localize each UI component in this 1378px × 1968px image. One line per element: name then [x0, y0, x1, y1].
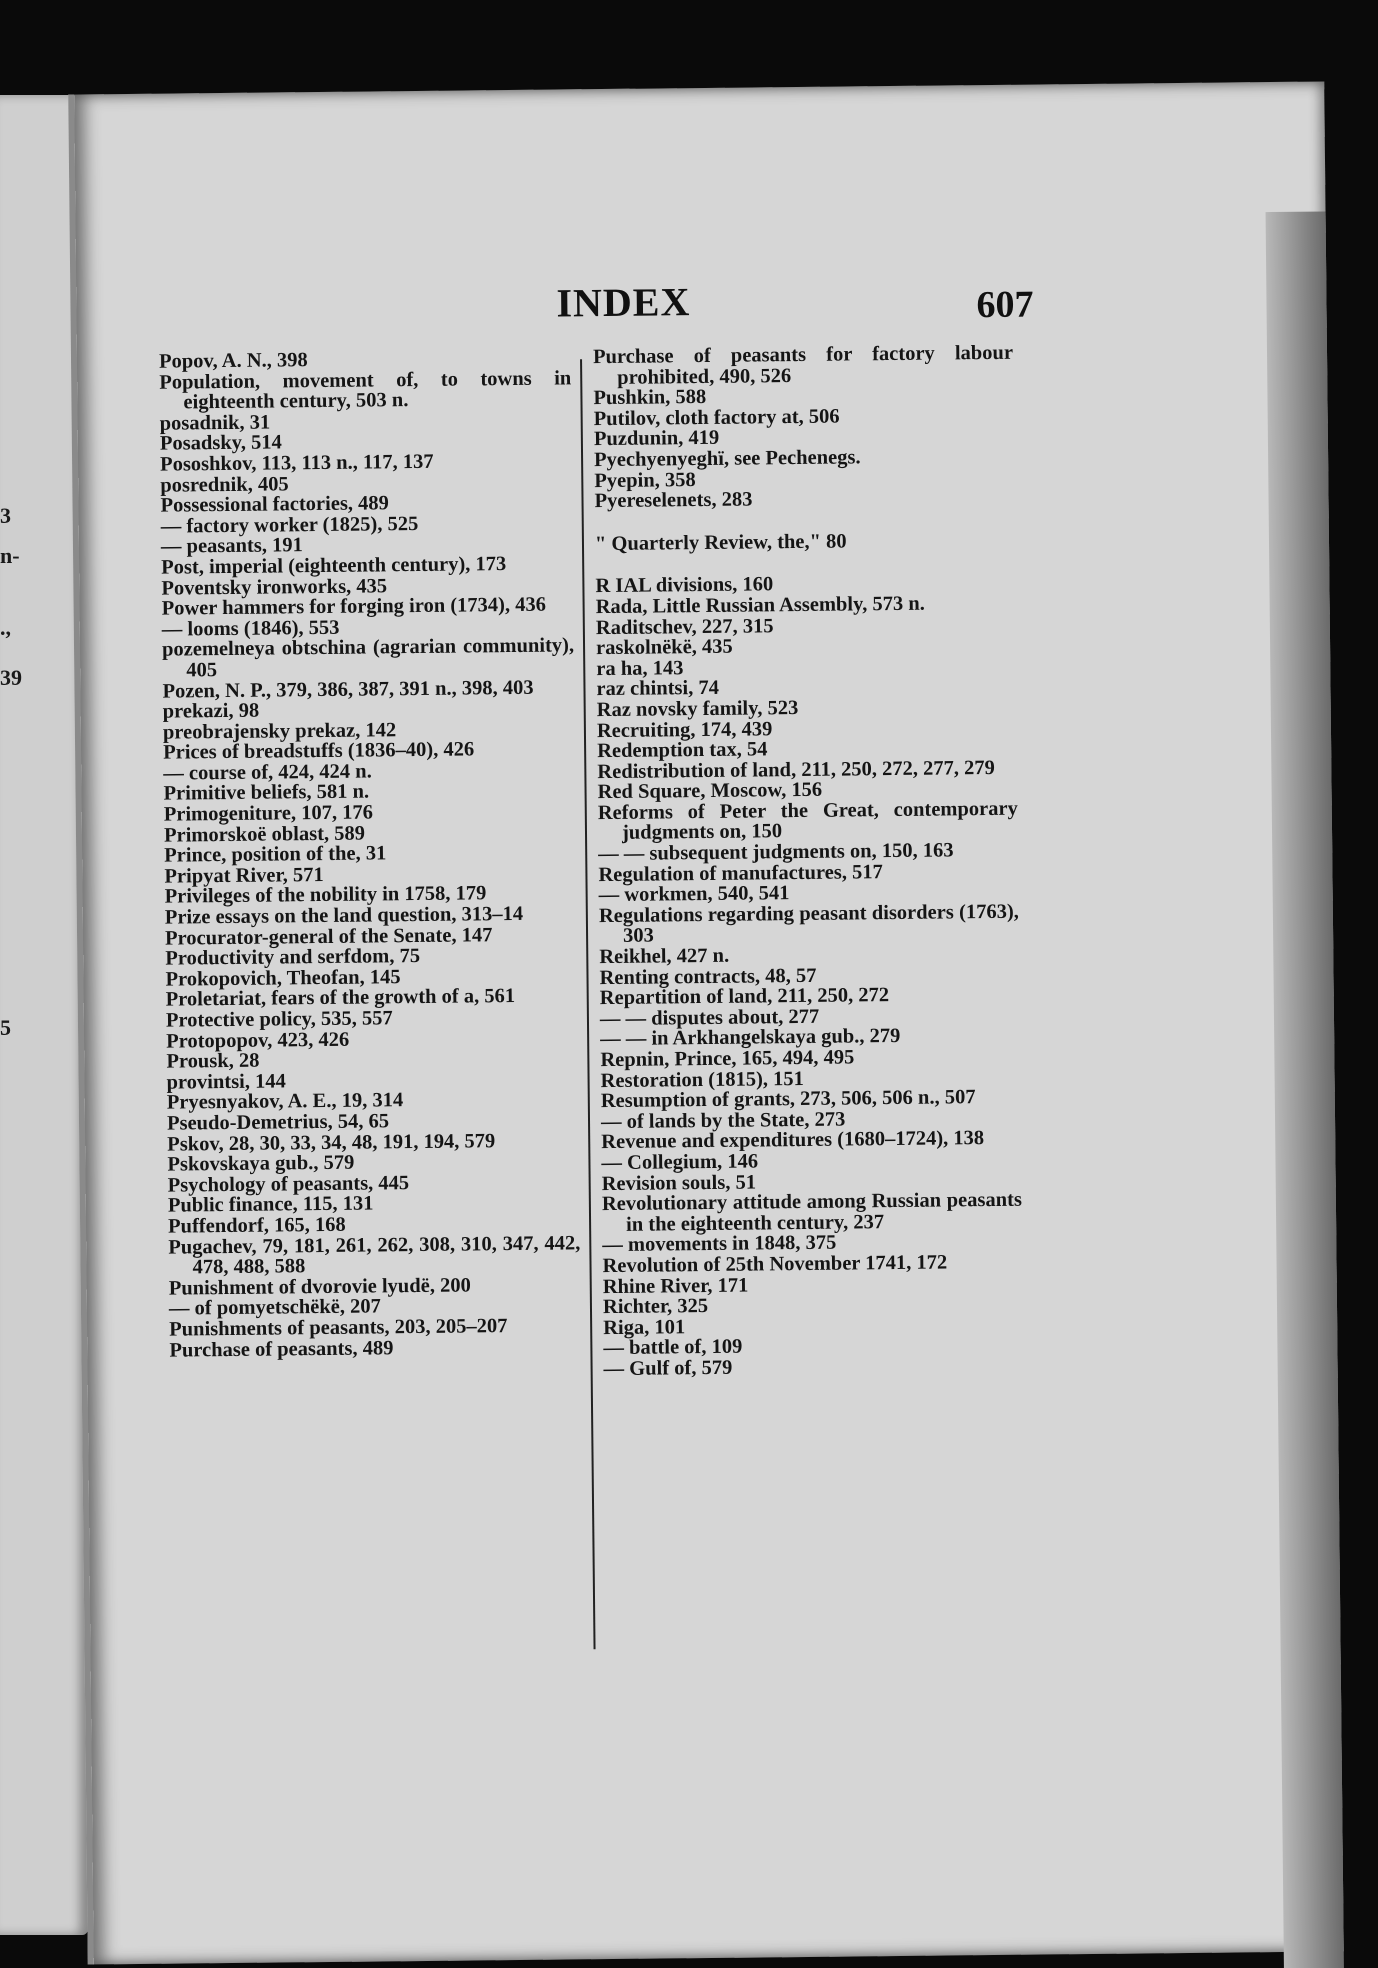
index-entry: Possessional factories, 489 [160, 492, 389, 517]
index-entry: Puzdunin, 419 [593, 427, 720, 451]
index-entry: Raz novsky family, 523 [596, 696, 799, 722]
index-entry: pozemelneya obtschina (agrarian community), 405 [161, 634, 575, 682]
index-entry: posrednik, 405 [160, 472, 289, 497]
page-title: INDEX [556, 279, 691, 326]
left-fragment: 39 [0, 665, 22, 690]
index-entry: Productivity and serfdom, 75 [165, 945, 421, 970]
index-entry: Repartition of land, 211, 250, 272 [599, 984, 890, 1010]
index-entry: Protective policy, 535, 557 [165, 1007, 393, 1032]
index-entry: Pyereselenets, 283 [594, 488, 753, 513]
index-entry: — — subsequent judgments on, 150, 163 [598, 839, 954, 866]
index-entry: Population, movement of, to towns in eighteenth century, 503 n. [159, 366, 572, 414]
index-entry: Pushkin, 588 [593, 386, 707, 410]
index-entry: Pryesnyakov, A. E., 19, 314 [166, 1089, 404, 1115]
index-entry: " Quarterly Review, the," 80 [594, 530, 847, 555]
index-entry: Revolutionary attitude among Russian peasants in the eighteenth century, 237 [601, 1188, 1022, 1236]
index-entry: — — in Arkhangelskaya gub., 279 [600, 1025, 901, 1051]
index-entry: Prince, position of the, 31 [164, 842, 387, 867]
index-entry: — — disputes about, 277 [599, 1005, 820, 1030]
index-entry: Post, imperial (eighteenth century), 173 [161, 553, 507, 579]
index-entry: prekazi, 98 [162, 699, 260, 723]
index-entry: Raditschev, 227, 315 [595, 614, 774, 639]
index-entry: Recruiting, 174, 439 [596, 717, 773, 742]
page-edge-shadow [1266, 211, 1345, 1968]
index-entry: Putilov, cloth factory at, 506 [593, 405, 840, 430]
index-entry: — workmen, 540, 541 [598, 882, 790, 907]
index-entry: Revenue and expenditures (1680–1724), 138 [601, 1127, 985, 1154]
left-fragment: ., [0, 615, 11, 640]
index-column-left [159, 347, 582, 1360]
index-entry: Pyechyenyeghï, see Pechenegs. [593, 446, 861, 472]
index-entry: Purchase of peasants for factory labour prohibited, 490, 526 [592, 341, 1014, 389]
index-entry: Pozen, N. P., 379, 386, 387, 391 n., 398, 403 [162, 676, 534, 703]
index-entry: Rhine River, 171 [602, 1274, 749, 1298]
index-entry: Prices of breadstuffs (1836–40), 426 [163, 738, 475, 764]
index-entry: Prokopovich, Theofan, 145 [165, 966, 401, 991]
page-number: 607 [976, 283, 1034, 327]
index-entry: — Gulf of, 579 [603, 1356, 733, 1380]
index-entry: Pskov, 28, 30, 33, 34, 48, 191, 194, 579 [167, 1129, 496, 1156]
index-column-right [593, 343, 1024, 1380]
index-entry: Primitive beliefs, 581 n. [163, 780, 370, 806]
index-entry: preobrajensky prekaz, 142 [162, 718, 397, 744]
index-entry: Puffendorf, 165, 168 [167, 1213, 346, 1238]
index-entry: Reforms of Peter the Great, contemporary judgments on, 150 [597, 797, 1018, 845]
index-page [68, 81, 1344, 1964]
index-entry: Redemption tax, 54 [597, 738, 768, 763]
index-entry: posadnik, 31 [159, 411, 271, 435]
index-entry: R IAL divisions, 160 [595, 573, 774, 598]
index-entry: Revolution of 25th November 1741, 172 [602, 1251, 948, 1278]
index-entry: Pseudo-Demetrius, 54, 65 [166, 1110, 390, 1135]
index-entry: Protopopov, 423, 426 [166, 1028, 350, 1053]
index-entry: Pripyat River, 571 [164, 863, 324, 888]
index-entry: Prousk, 28 [166, 1049, 260, 1073]
index-entry: Pskovskaya gub., 579 [167, 1151, 355, 1176]
index-entry: Primogeniture, 107, 176 [163, 801, 374, 826]
index-entry: Red Square, Moscow, 156 [597, 779, 823, 804]
index-entry: Restoration (1815), 151 [600, 1067, 804, 1092]
index-entry: — looms (1846), 553 [161, 616, 340, 641]
index-entry: Pyepin, 358 [594, 468, 696, 492]
left-fragment: n- [0, 543, 20, 568]
index-entry: Primorskoë oblast, 589 [163, 822, 366, 847]
index-entry: Riga, 101 [603, 1315, 686, 1339]
index-entry: Poventsky ironworks, 435 [161, 574, 388, 600]
page-header [76, 271, 1327, 344]
index-entry: provintsi, 144 [166, 1070, 286, 1094]
index-entry: — factory worker (1825), 525 [160, 512, 419, 538]
index-entry: raz chintsi, 74 [596, 677, 720, 701]
index-entry: Proletariat, fears of the growth of a, 561 [165, 985, 516, 1012]
index-entry: raskolnëkë, 435 [595, 635, 733, 660]
index-entry: Redistribution of land, 211, 250, 272, 277, 279 [597, 756, 995, 783]
index-entry: Purchase of peasants, 489 [169, 1336, 394, 1362]
index-entry: Punishment of dvorovie lyudë, 200 [168, 1274, 471, 1300]
index-entry: — Collegium, 146 [601, 1150, 759, 1175]
index-entry: Posadsky, 514 [159, 431, 282, 456]
index-entry: Public finance, 115, 131 [167, 1192, 374, 1217]
index-entry: Rada, Little Russian Assembly, 573 n. [595, 592, 925, 619]
left-fragment: 3 [0, 503, 11, 528]
index-entry: Richter, 325 [602, 1295, 709, 1319]
index-entry: Revision souls, 51 [601, 1171, 757, 1195]
index-entry: Regulation of manufactures, 517 [598, 860, 883, 886]
index-entry: Power hammers for forging iron (1734), 436 [161, 593, 547, 620]
index-entry: — course of, 424, 424 n. [163, 760, 372, 785]
index-entry: Regulations regarding peasant disorders (1763), 303 [598, 900, 1019, 948]
index-entry: Repnin, Prince, 165, 494, 495 [600, 1046, 855, 1072]
index-entry: — peasants, 191 [160, 534, 303, 559]
index-entry: Procurator-general of the Senate, 147 [164, 923, 493, 950]
index-entry: Pososhkov, 113, 113 n., 117, 137 [160, 450, 434, 476]
index-entry: — movements in 1848, 375 [602, 1231, 837, 1257]
index-entry: — of pomyetschëkë, 207 [168, 1295, 381, 1320]
column-divider [580, 359, 596, 1649]
index-entry: Renting contracts, 48, 57 [599, 964, 817, 989]
left-fragment: 5 [0, 1015, 11, 1040]
index-entry: Prize essays on the land question, 313–14 [164, 902, 524, 929]
index-entry: Privileges of the nobility in 1758, 179 [164, 882, 487, 909]
index-entry: Resumption of grants, 273, 506, 506 n., 507 [600, 1086, 976, 1113]
index-entry: — battle of, 109 [603, 1335, 743, 1360]
index-entry: Popov, A. N., 398 [158, 349, 308, 373]
index-entry: Reikhel, 427 n. [599, 944, 730, 969]
index-entry: ra ha, 143 [596, 656, 684, 680]
index-entry: Pugachev, 79, 181, 261, 262, 308, 310, 347, 442, 478, 488, 588 [168, 1231, 581, 1279]
index-entry: — of lands by the State, 273 [600, 1108, 846, 1133]
index-entry: Psychology of peasants, 445 [167, 1171, 410, 1197]
index-entry: Punishments of peasants, 203, 205–207 [169, 1315, 508, 1341]
